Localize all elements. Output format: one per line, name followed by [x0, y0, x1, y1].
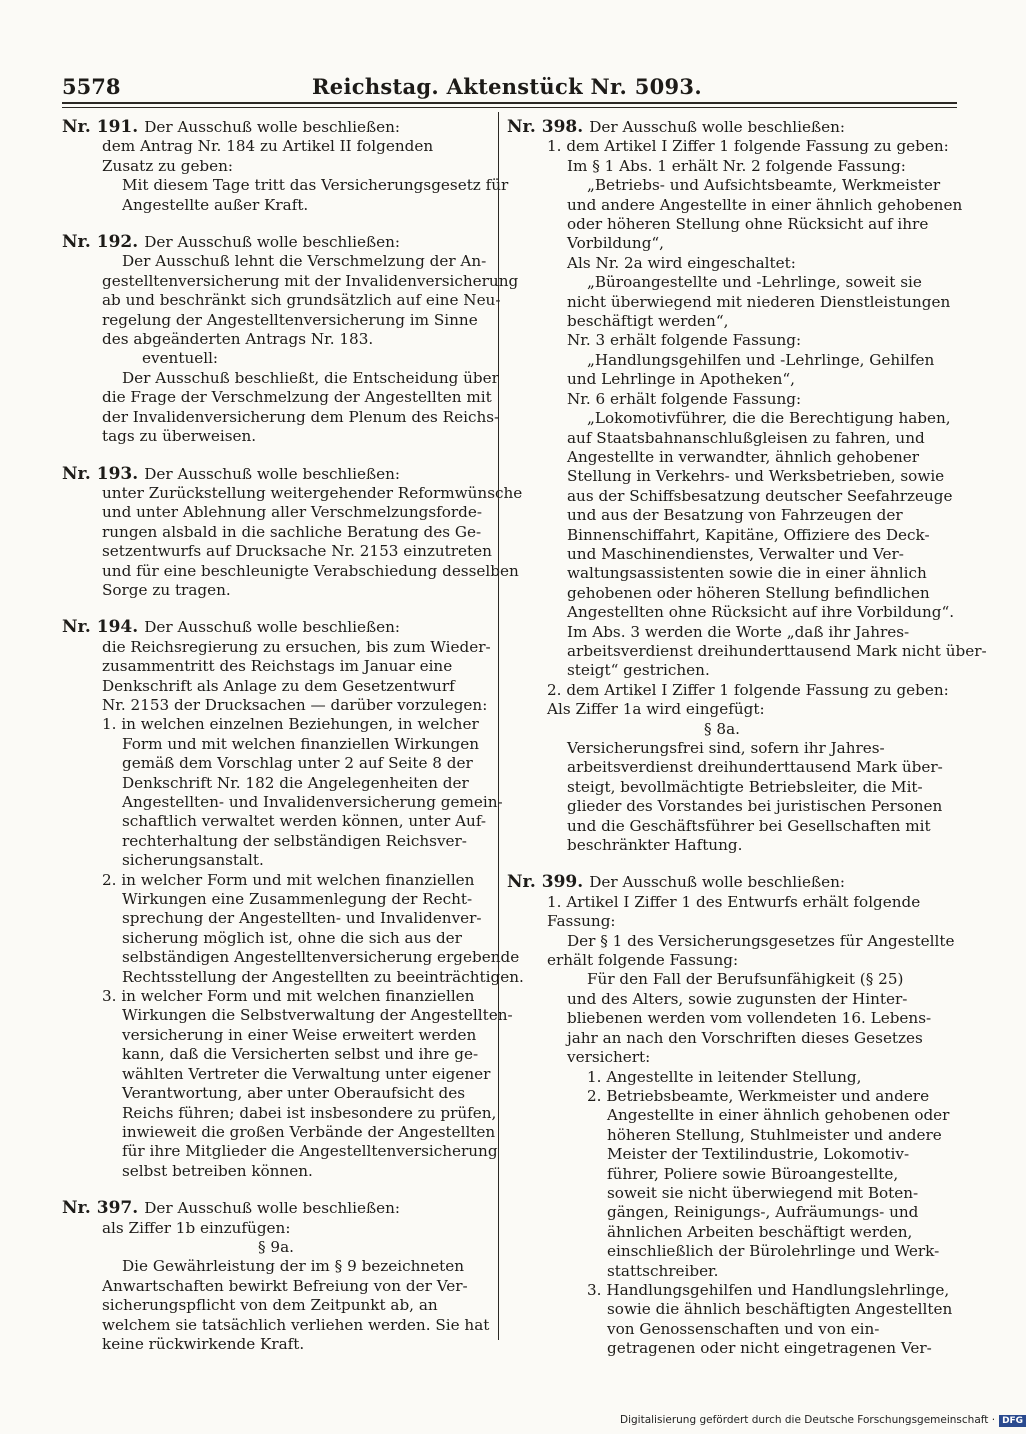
left-column: [62, 117, 524, 1372]
text-line: Nr. 6 erhält folgende Fassung:: [567, 389, 802, 408]
text-line: 3. in welcher Form und mit welchen finanziellen: [102, 987, 475, 1006]
text-line: rechterhaltung der selbständigen Reichsver-: [122, 831, 467, 850]
text-line: selbständigen Angestelltenversicherung ergebende: [122, 948, 520, 967]
section: [62, 117, 509, 215]
text-line: steigt, bevollmächtigte Betriebsleiter, die Mit-: [567, 777, 923, 796]
text-line: unter Zurückstellung weitergehender Reformwünsche: [102, 483, 523, 502]
text-line: Stellung in Verkehrs- und Werksbetrieben, sowie: [567, 467, 945, 486]
text-line: führer, Poliere sowie Büroangestellte,: [607, 1164, 899, 1183]
text-line: Die Gewährleistung der im § 9 bezeichneten: [122, 1257, 465, 1276]
text-line: Im Abs. 3 werden die Worte „daß ihr Jahres-: [567, 622, 910, 641]
section-intro: Der Ausschuß wolle beschließen:: [144, 464, 401, 483]
text-line: die Reichsregierung zu ersuchen, bis zum Wieder-: [102, 637, 491, 656]
text-line: ab und beschränkt sich grundsätzlich auf eine Neu-: [102, 291, 501, 310]
text-line: Denkschrift als Anlage zu dem Gesetzentwurf: [102, 676, 455, 695]
text-line: § 9a.: [258, 1237, 294, 1256]
text-line: tags zu überweisen.: [102, 427, 257, 446]
section-heading: [507, 118, 937, 137]
text-line: sicherungsanstalt.: [122, 851, 264, 870]
text-line: Versicherungsfrei sind, sofern ihr Jahres-: [567, 739, 885, 757]
text-line: Wirkungen die Selbstverwaltung der Angestellten-: [122, 1006, 513, 1025]
text-line: zusammentritt des Reichstags im Januar eine: [102, 657, 453, 676]
text-line: Meister der Textilindustrie, Lokomotiv-: [607, 1145, 910, 1164]
text-line: wählten Vertreter die Verwaltung unter eigener: [122, 1064, 491, 1083]
text-line: regelung der Angestelltenversicherung im Sinne: [102, 310, 478, 329]
text-line: gemäß dem Vorschlag unter 2 auf Seite 8 der: [122, 754, 473, 773]
section-heading: [62, 233, 490, 252]
footer: [620, 1414, 1026, 1427]
section: [507, 872, 955, 1358]
text-line: Angestellten- und Invalidenversicherung gemein-: [122, 793, 503, 811]
text-line: „Büroangestellte und -Lehrlinge, soweit sie: [587, 273, 922, 292]
text-line: und unter Ablehnung aller Verschmelzungsforde-: [102, 503, 483, 522]
page-title: Reichstag. Aktenstück Nr. 5093.: [312, 74, 702, 99]
section-number: Nr. 397.: [62, 1198, 139, 1219]
text-line: sicherung möglich ist, ohne die sich aus der: [122, 928, 462, 947]
text-line: Form und mit welchen finanziellen Wirkungen: [122, 734, 479, 753]
text-line: und aus der Besatzung von Fahrzeugen der: [567, 506, 903, 525]
text-line: und Maschinendienstes, Verwalter und Ver-: [567, 544, 904, 563]
page-header: [62, 74, 952, 104]
page-number: 5578: [62, 74, 121, 99]
text-line: Zusatz zu geben:: [102, 156, 234, 175]
text-line: Fassung:: [547, 912, 616, 931]
text-line: beschäftigt werden“,: [567, 312, 729, 331]
text-line: Vorbildung“,: [567, 234, 665, 253]
text-line: Der § 1 des Versicherungsgesetzes für Angestellte: [567, 931, 955, 950]
text-line: rungen alsbald in die sachliche Beratung des Ge-: [102, 522, 482, 541]
section-intro: Der Ausschuß wolle beschließen:: [144, 618, 401, 637]
text-line: Angestellten ohne Rücksicht auf ihre Vorbildung“.: [567, 603, 955, 622]
text-line: Binnenschiffahrt, Kapitäne, Offiziere des Deck-: [567, 525, 930, 544]
text-line: „Lokomotivführer, die die Berechtigung haben,: [587, 409, 951, 428]
section-heading: [62, 465, 490, 484]
text-line: Für den Fall der Berufsunfähigkeit (§ 25): [587, 970, 904, 989]
section-intro: Der Ausschuß wolle beschließen:: [144, 118, 401, 136]
text-line: 1. Angestellte in leitender Stellung,: [587, 1067, 862, 1086]
text-line: erhält folgende Fassung:: [547, 951, 739, 970]
text-line: höheren Stellung, Stuhlmeister und andere: [607, 1125, 942, 1144]
text-line: sicherungspflicht von dem Zeitpunkt ab, an: [102, 1296, 438, 1315]
text-line: sprechung der Angestellten- und Invalidenver-: [122, 909, 482, 928]
section-heading: [62, 118, 490, 137]
text-line: aus der Schiffsbesatzung deutscher Seefahrzeuge: [567, 486, 953, 505]
text-line: arbeitsverdienst dreihunderttausend Mark über-: [567, 758, 943, 777]
text-line: Verantwortung, aber unter Oberaufsicht des: [122, 1084, 466, 1103]
text-line: Als Ziffer 1a wird eingefügt:: [547, 700, 765, 719]
text-line: versichert:: [567, 1048, 651, 1067]
text-line: oder höheren Stellung ohne Rücksicht auf ihre: [567, 215, 929, 234]
section-intro: Der Ausschuß wolle beschließen:: [589, 118, 846, 136]
text-line: Nr. 3 erhält folgende Fassung:: [567, 331, 802, 350]
section: [62, 617, 524, 1181]
text-line: Reichs führen; dabei ist insbesondere zu prüfen,: [122, 1103, 497, 1122]
text-line: Sorge zu tragen.: [102, 580, 231, 599]
text-line: Mit diesem Tage tritt das Versicherungsgesetz für: [122, 176, 509, 195]
section: [62, 232, 519, 446]
section-number: Nr. 192.: [62, 232, 139, 253]
section: [62, 1199, 490, 1354]
text-line: Wirkungen eine Zusammenlegung der Recht-: [122, 890, 473, 909]
text-line: selbst betreiben können.: [122, 1161, 313, 1180]
text-line: stattschreiber.: [607, 1261, 719, 1280]
text-line: Nr. 2153 der Drucksachen — darüber vorzulegen:: [102, 695, 488, 714]
text-line: für ihre Mitglieder die Angestelltenversicherung: [122, 1142, 498, 1161]
text-line: und die Geschäftsführer bei Gesellschaften mit: [567, 816, 931, 835]
right-column: [507, 117, 987, 1377]
text-line: einschließlich der Bürolehrlinge und Werk-: [607, 1242, 940, 1261]
text-line: Angestellte außer Kraft.: [122, 195, 309, 214]
text-line: Als Nr. 2a wird eingeschaltet:: [567, 253, 796, 272]
section-heading: [62, 1199, 490, 1218]
text-line: kann, daß die Versicherten selbst und ihre ge-: [122, 1045, 479, 1064]
section: [62, 463, 523, 601]
text-line: 1. in welchen einzelnen Beziehungen, in welcher: [102, 715, 479, 734]
footer-text: Digitalisierung gefördert durch die Deutsche Forschungsgemeinschaft ·: [620, 1414, 996, 1426]
text-line: Im § 1 Abs. 1 erhält Nr. 2 folgende Fassung:: [567, 156, 906, 175]
text-line: und Lehrlinge in Apotheken“,: [567, 370, 795, 389]
text-line: Anwartschaften bewirkt Befreiung von der Ver-: [102, 1276, 468, 1295]
section-number: Nr. 191.: [62, 117, 139, 137]
section-number: Nr. 193.: [62, 463, 139, 484]
text-line: jahr an nach den Vorschriften dieses Gesetzes: [567, 1028, 923, 1047]
section-intro: Der Ausschuß wolle beschließen:: [144, 1199, 401, 1218]
text-line: und andere Angestellte in einer ähnlich gehobenen: [567, 195, 963, 214]
text-line: eventuell:: [142, 349, 219, 368]
text-line: gängen, Reinigungs-, Aufräumungs- und: [607, 1203, 919, 1222]
section-number: Nr. 398.: [507, 117, 584, 137]
text-line: keine rückwirkende Kraft.: [102, 1334, 305, 1353]
text-line: gehobenen oder höheren Stellung befindlichen: [567, 583, 930, 602]
section-intro: Der Ausschuß wolle beschließen:: [144, 233, 401, 252]
text-line: 3. Handlungsgehilfen und Handlungslehrlinge,: [587, 1280, 950, 1299]
section-intro: Der Ausschuß wolle beschließen:: [589, 873, 846, 892]
text-line: getragenen oder nicht eingetragenen Ver-: [607, 1339, 932, 1358]
dfg-logo: DFG: [999, 1415, 1026, 1427]
text-line: 2. Betriebsbeamte, Werkmeister und andere: [587, 1086, 930, 1105]
text-line: glieder des Vorstandes bei juristischen Personen: [567, 797, 943, 816]
text-line: 1. dem Artikel I Ziffer 1 folgende Fassung zu geben:: [547, 137, 949, 156]
text-line: 2. dem Artikel I Ziffer 1 folgende Fassung zu geben:: [547, 680, 949, 699]
text-line: soweit sie nicht überwiegend mit Boten-: [607, 1183, 919, 1202]
text-line: Denkschrift Nr. 182 die Angelegenheiten der: [122, 773, 469, 792]
text-line: Der Ausschuß beschließt, die Entscheidung über: [122, 368, 499, 387]
text-line: bliebenen werden vom vollendeten 16. Lebens-: [567, 1009, 932, 1028]
section-heading: [507, 873, 937, 892]
text-line: der Invalidenversicherung dem Plenum des Reichs-: [102, 407, 500, 426]
text-line: „Betriebs- und Aufsichtsbeamte, Werkmeister: [587, 176, 941, 195]
text-line: von Genossenschaften und von ein-: [607, 1319, 880, 1338]
section-heading: [62, 618, 490, 637]
text-line: nicht überwiegend mit niederen Dienstleistungen: [567, 292, 951, 311]
text-line: inwieweit die großen Verbände der Angestellten: [122, 1122, 496, 1141]
text-line: § 8a.: [704, 719, 740, 738]
text-line: des abgeänderten Antrags Nr. 183.: [102, 330, 374, 349]
text-line: auf Staatsbahnanschlußgleisen zu fahren, und: [567, 428, 925, 447]
text-line: dem Antrag Nr. 184 zu Artikel II folgenden: [102, 137, 434, 156]
text-line: Der Ausschuß lehnt die Verschmelzung der An-: [122, 252, 487, 271]
text-line: arbeitsverdienst dreihunderttausend Mark nicht über-: [567, 641, 987, 660]
text-line: waltungsassistenten sowie die in einer ähnlich: [567, 564, 927, 583]
text-line: sowie die ähnlich beschäftigten Angestellten: [607, 1300, 953, 1319]
text-line: und des Alters, sowie zugunsten der Hinter-: [567, 989, 908, 1008]
text-line: 1. Artikel I Ziffer 1 des Entwurfs erhält folgende: [547, 892, 921, 911]
text-line: versicherung in einer Weise erweitert werden: [122, 1025, 477, 1044]
text-line: schaftlich verwaltet werden können, unter Auf-: [122, 812, 487, 831]
text-line: beschränkter Haftung.: [567, 836, 743, 855]
header-rule-thin: [62, 107, 957, 108]
text-line: Rechtsstellung der Angestellten zu beeinträchtigen.: [122, 967, 524, 986]
text-line: „Handlungsgehilfen und -Lehrlinge, Gehilfen: [587, 350, 935, 369]
text-line: setzentwurfs auf Drucksache Nr. 2153 einzutreten: [102, 542, 492, 561]
text-line: steigt“ gestrichen.: [567, 661, 710, 680]
text-line: welchem sie tatsächlich verliehen werden. Sie hat: [102, 1315, 490, 1334]
section-number: Nr. 399.: [507, 872, 584, 893]
text-line: und für eine beschleunigte Verabschiedung desselben: [102, 561, 519, 580]
text-line: Angestellte in verwandter, ähnlich gehobener: [567, 447, 919, 466]
text-line: Angestellte in einer ähnlich gehobenen oder: [607, 1106, 950, 1125]
text-line: als Ziffer 1b einzufügen:: [102, 1218, 291, 1237]
section-number: Nr. 194.: [62, 617, 139, 638]
text-line: ähnlichen Arbeiten beschäftigt werden,: [607, 1222, 913, 1241]
text-line: 2. in welcher Form und mit welchen finanziellen: [102, 870, 475, 889]
text-line: die Frage der Verschmelzung der Angestellten mit: [102, 388, 492, 407]
section: [507, 117, 987, 855]
text-line: gestelltenversicherung mit der Invalidenversicherung: [102, 271, 519, 290]
header-rule: [62, 102, 957, 104]
